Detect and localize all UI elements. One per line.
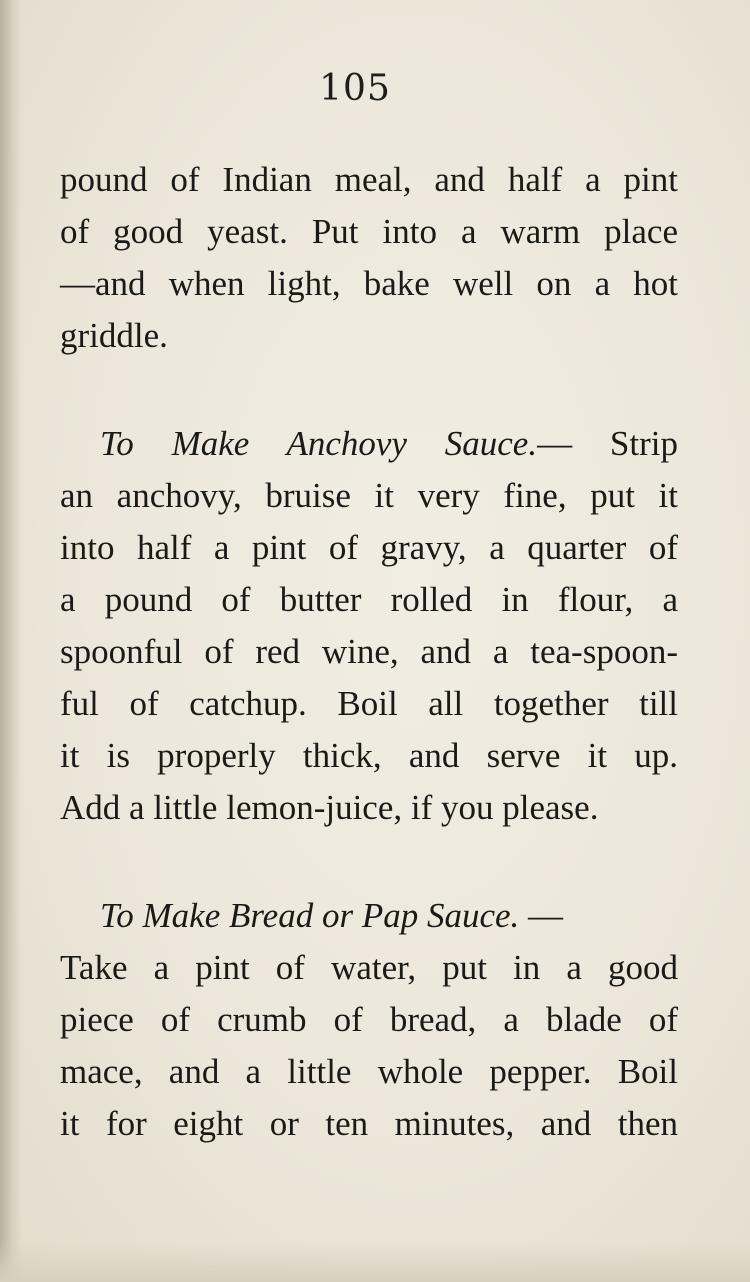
binding-gutter	[0, 0, 22, 1282]
recipe-heading-line	[60, 890, 678, 942]
text-line: it for eight or ten minutes, and then	[60, 1104, 678, 1143]
page-number: 105	[319, 68, 391, 109]
text-line: an anchovy, bruise it very fine, put it	[60, 476, 678, 515]
recipe-title: To Make Bread or Pap Sauce.	[100, 896, 520, 935]
text-fragment: —	[528, 896, 564, 935]
paragraph-indian-meal	[60, 154, 678, 362]
text-line: griddle.	[60, 316, 168, 355]
recipe-anchovy-sauce	[60, 418, 678, 834]
text-fragment: — Strip	[537, 424, 678, 463]
text-line: pound of Indian meal, and half a pint	[60, 160, 678, 199]
text-line: mace, and a little whole pepper. Boil	[60, 1052, 678, 1091]
text-line: of good yeast. Put into a warm place	[60, 212, 678, 251]
text-line: it is properly thick, and serve it up.	[60, 736, 678, 775]
text-line: ful of catchup. Boil all together till	[60, 684, 678, 723]
recipe-heading-line	[60, 418, 678, 470]
text-line: a pound of butter rolled in flour, a	[60, 580, 678, 619]
recipe-bread-sauce	[60, 890, 678, 1150]
text-line: —and when light, bake well on a hot	[60, 264, 678, 303]
text-line: into half a pint of gravy, a quarter of	[60, 528, 678, 567]
text-line: spoonful of red wine, and a tea-spoon-	[60, 632, 678, 671]
text-line: piece of crumb of bread, a blade of	[60, 1000, 678, 1039]
text-line: Add a little lemon-juice, if you please.	[60, 788, 599, 827]
text-line: Take a pint of water, put in a good	[60, 948, 678, 987]
recipe-title: To Make Anchovy Sauce.	[100, 424, 538, 463]
page-bottom-edge	[0, 1242, 750, 1282]
